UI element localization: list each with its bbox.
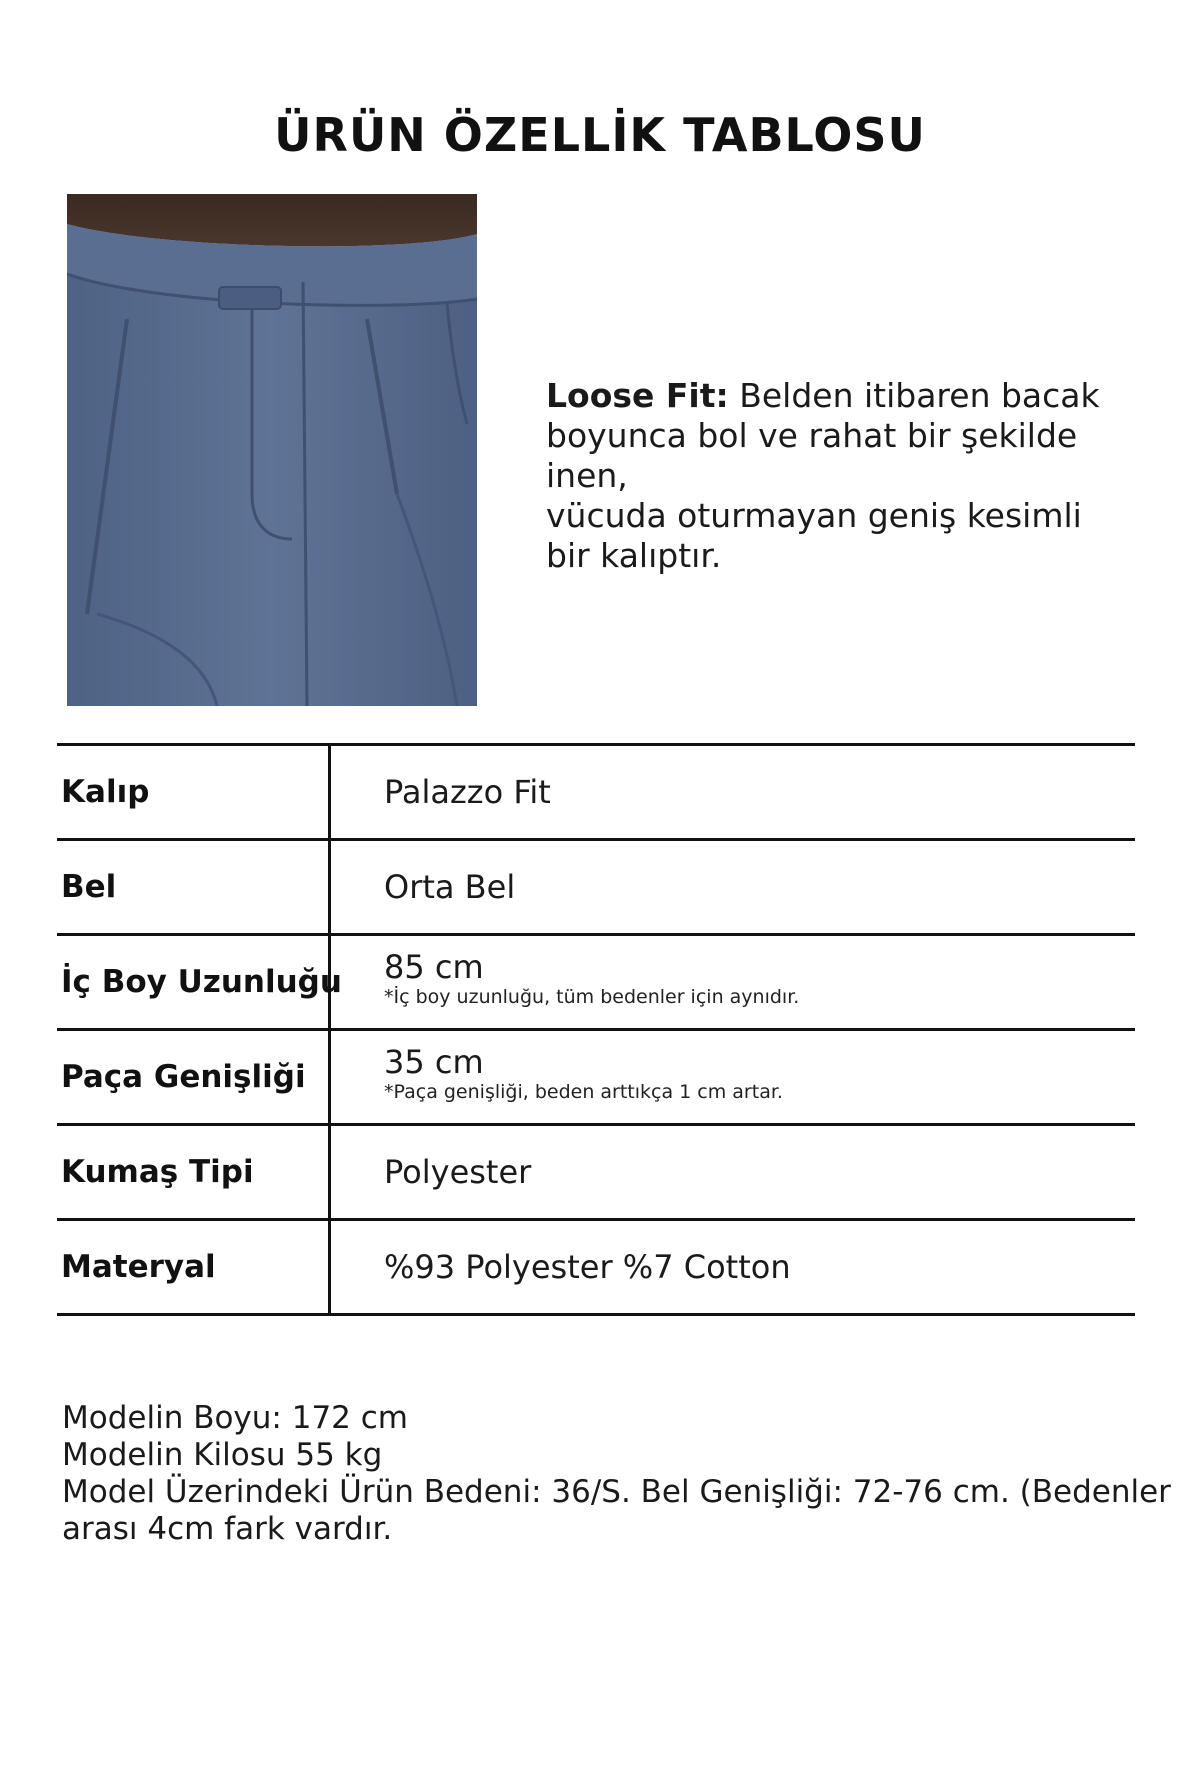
fit-description-line-3: vücuda oturmayan geniş kesimli [546, 496, 1082, 535]
spec-row-materyal [57, 1221, 1135, 1316]
fit-description-line-2: boyunca bol ve rahat bir şekilde inen, [546, 416, 1078, 495]
spec-value: Orta Bel [384, 868, 516, 906]
spec-row-paca [57, 1031, 1135, 1126]
model-info-line: Modelin Kilosu 55 kg [62, 1437, 383, 1473]
spec-label: Kalıp [61, 774, 150, 810]
fit-description-line-1: Loose Fit: Belden itibaren bacak [546, 376, 1100, 415]
spec-value [384, 1043, 783, 1103]
fit-description [546, 376, 1166, 576]
spec-value-text: 85 cm [384, 948, 484, 986]
column-divider [328, 1031, 331, 1123]
column-divider [328, 841, 331, 933]
pants-illustration [67, 194, 477, 706]
model-info [62, 1400, 1171, 1548]
spec-value: Palazzo Fit [384, 773, 551, 811]
spec-value-text: 35 cm [384, 1043, 484, 1081]
fit-term: Loose Fit: [546, 376, 729, 415]
page-title: ÜRÜN ÖZELLİK TABLOSU [274, 108, 926, 162]
model-info-line: arası 4cm fark vardır. [62, 1511, 393, 1547]
spec-value: %93 Polyester %7 Cotton [384, 1248, 791, 1286]
model-info-line: Modelin Boyu: 172 cm [62, 1400, 408, 1436]
product-photo [67, 194, 477, 706]
model-info-line: Model Üzerindeki Ürün Bedeni: 36/S. Bel Genişliği: 72-76 cm. (Bedenler [62, 1474, 1171, 1510]
spec-value [384, 948, 799, 1008]
spec-note: *Paça genişliği, beden arttıkça 1 cm artar. [384, 1081, 783, 1103]
spec-note: *İç boy uzunluğu, tüm bedenler için aynıdır. [384, 986, 800, 1008]
spec-label: Materyal [61, 1249, 216, 1285]
spec-label: Bel [61, 869, 117, 905]
spec-label: İç Boy Uzunluğu [61, 964, 342, 1000]
column-divider [328, 746, 331, 838]
spec-row-ic-boy [57, 936, 1135, 1031]
fit-description-line-4: bir kalıptır. [546, 536, 722, 575]
spec-label: Kumaş Tipi [61, 1154, 254, 1190]
column-divider [328, 1126, 331, 1218]
spec-table [57, 743, 1135, 1316]
spec-row-kumas [57, 1126, 1135, 1221]
spec-row-bel [57, 841, 1135, 936]
column-divider [328, 1221, 331, 1313]
spec-value: Polyester [384, 1153, 532, 1191]
spec-row-kalip [57, 746, 1135, 841]
spec-label: Paça Genişliği [61, 1059, 306, 1095]
